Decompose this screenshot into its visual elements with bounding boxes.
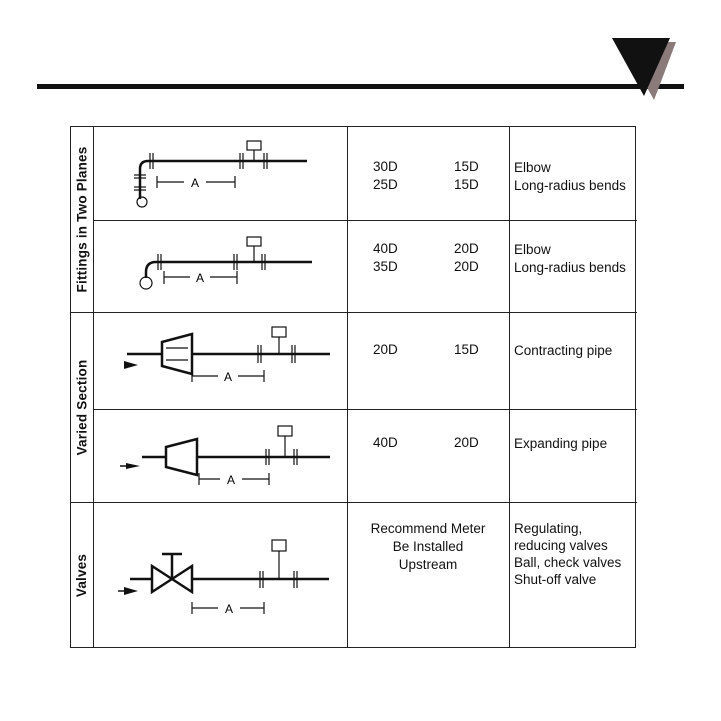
downstream-value: 20D — [454, 435, 479, 450]
dimension-label: A — [195, 271, 205, 285]
upstream-value: 40D — [373, 241, 398, 256]
upstream-value: 25D — [373, 177, 398, 192]
expanding-pipe-diagram-icon — [94, 409, 347, 502]
upstream-value: 30D — [373, 159, 398, 174]
fitting-description: Contracting pipe — [514, 343, 613, 358]
downstream-value: 20D — [454, 241, 479, 256]
installation-table — [70, 126, 636, 648]
fitting-description: Long-radius bends — [514, 178, 626, 193]
contracting-pipe-diagram-icon — [94, 312, 347, 409]
dimension-label: A — [224, 602, 234, 616]
fitting-description: Expanding pipe — [514, 436, 608, 451]
divider — [509, 127, 510, 647]
fitting-description: Long-radius bends — [514, 260, 626, 275]
recommendation-note: Recommend Meter Be Installed Upstream — [370, 521, 486, 572]
elbow-diagram-icon — [94, 220, 347, 312]
header-rule — [37, 84, 684, 89]
dimension-label: A — [223, 370, 233, 384]
upstream-value: 35D — [373, 259, 398, 274]
valve-diagram-icon — [94, 502, 347, 649]
section-label-varied: Varied Section — [74, 359, 90, 455]
downstream-value: 15D — [454, 177, 479, 192]
downstream-value: 15D — [454, 342, 479, 357]
triangle-logo-icon — [608, 38, 688, 104]
downstream-value: 20D — [454, 259, 479, 274]
section-label-fittings: Fittings in Two Planes — [74, 146, 90, 293]
downstream-value: 15D — [454, 159, 479, 174]
fitting-description: Regulating, reducing valves Ball, check valves Shut-off valve — [514, 521, 622, 587]
upstream-value: 40D — [373, 435, 398, 450]
fitting-description: Elbow — [514, 160, 551, 175]
dimension-label: A — [226, 473, 236, 487]
elbow-diagram-icon — [94, 127, 347, 220]
fitting-description: Elbow — [514, 242, 551, 257]
dimension-label: A — [190, 176, 200, 190]
section-label-valves: Valves — [74, 553, 90, 598]
upstream-value: 20D — [373, 342, 398, 357]
